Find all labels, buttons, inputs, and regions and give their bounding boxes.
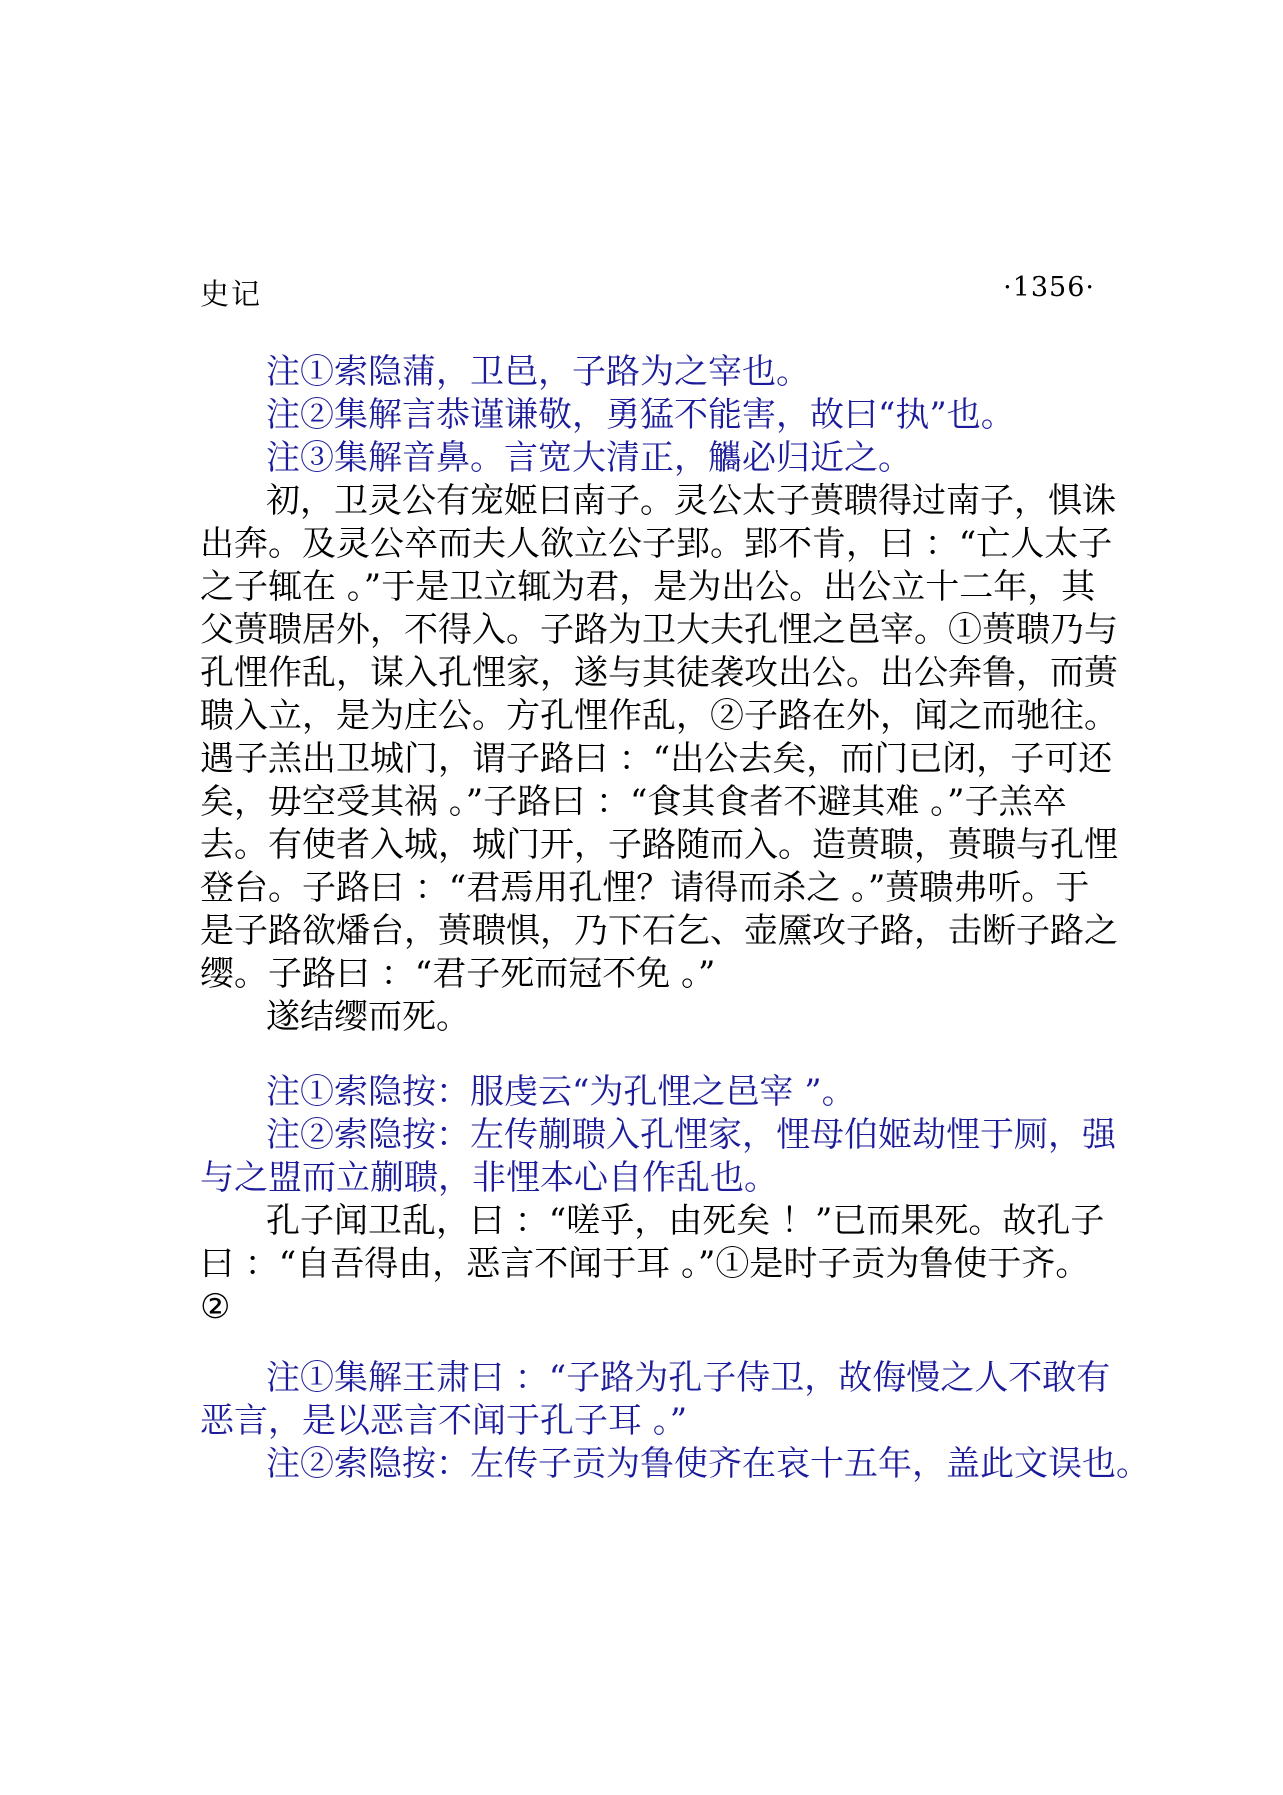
- page-number: ·1356·: [1003, 272, 1095, 303]
- note-line: 注②集解言恭谨谦敬，勇猛不能害，故曰“执”也。: [266, 395, 1015, 435]
- page-body: [200, 351, 1150, 1486]
- text-line: 孔子闻卫乱，曰 ：“嗟乎，由死矣 ！”已而果死。故孔子: [266, 1201, 1105, 1241]
- note-line: 与之盟而立蒯聩，非悝本心自作乱也。: [200, 1158, 778, 1198]
- paragraph-gap: [200, 1329, 1100, 1357]
- note-line: 注③集解音鼻。言宽大清正，觿必归近之。: [266, 438, 912, 478]
- note-line: 注①集解王肃曰 ：“子路为孔子侍卫，故侮慢之人不敢有: [266, 1358, 1111, 1398]
- text-line: 去。有使者入城，城门开，子路随而入。造蒉聩，蒉聩与孔悝: [200, 825, 1118, 865]
- text-line: 出奔。及灵公卒而夫人欲立公子郢。郢不肯，曰 ：“亡人太子: [200, 524, 1113, 564]
- text-line: 父蒉聩居外，不得入。子路为卫大夫孔悝之邑宰。①蒉聩乃与: [200, 610, 1118, 650]
- book-title: 史记: [200, 277, 263, 311]
- text-line: 之子辄在 。”于是卫立辄为君，是为出公。出公立十二年，其: [200, 567, 1096, 607]
- text-line: 矣，毋空受其祸 。”子路曰 ：“食其食者不避其难 。”子羔卒: [200, 782, 1067, 822]
- text-line: 初，卫灵公有宠姬曰南子。灵公太子蒉聩得过南子，惧诛: [266, 481, 1116, 521]
- text-line: 遂结缨而死。: [266, 997, 470, 1037]
- page-header: [200, 272, 1095, 312]
- note-line: 注②索隐按：左传蒯聩入孔悝家，悝母伯姬劫悝于厕，强: [266, 1115, 1116, 1155]
- text-line: 遇子羔出卫城门，谓子路曰 ：“出公去矣，而门已闭，子可还: [200, 739, 1113, 779]
- text-line: 孔悝作乱，谋入孔悝家，遂与其徒袭攻出公。出公奔鲁，而蒉: [200, 653, 1118, 693]
- text-line: 曰 ：“自吾得由，恶言不闻于耳 。”①是时子贡为鲁使于齐。: [200, 1244, 1090, 1284]
- text-line: 登台。子路曰 ：“君焉用孔悝？请得而杀之 。”蒉聩弗听。于: [200, 868, 1090, 908]
- paragraph-gap: [200, 1039, 1100, 1071]
- note-line: 注①索隐蒲，卫邑，子路为之宰也。: [266, 352, 810, 392]
- text-line: ②: [200, 1287, 231, 1327]
- note-line: 注①索隐按：服虔云“为孔悝之邑宰 ”。: [266, 1072, 856, 1112]
- note-line: 注②索隐按：左传子贡为鲁使齐在哀十五年，盖此文误也。: [266, 1444, 1150, 1484]
- text-line: 缨。子路曰 ：“君子死而冠不免 。”: [200, 954, 716, 994]
- note-line: 恶言，是以恶言不闻于孔子耳 。”: [200, 1401, 688, 1441]
- text-line: 是子路欲燔台，蒉聩惧，乃下石乞、壶黡攻子路，击断子路之: [200, 911, 1118, 951]
- text-line: 聩入立，是为庄公。方孔悝作乱，②子路在外，闻之而驰往。: [200, 696, 1118, 736]
